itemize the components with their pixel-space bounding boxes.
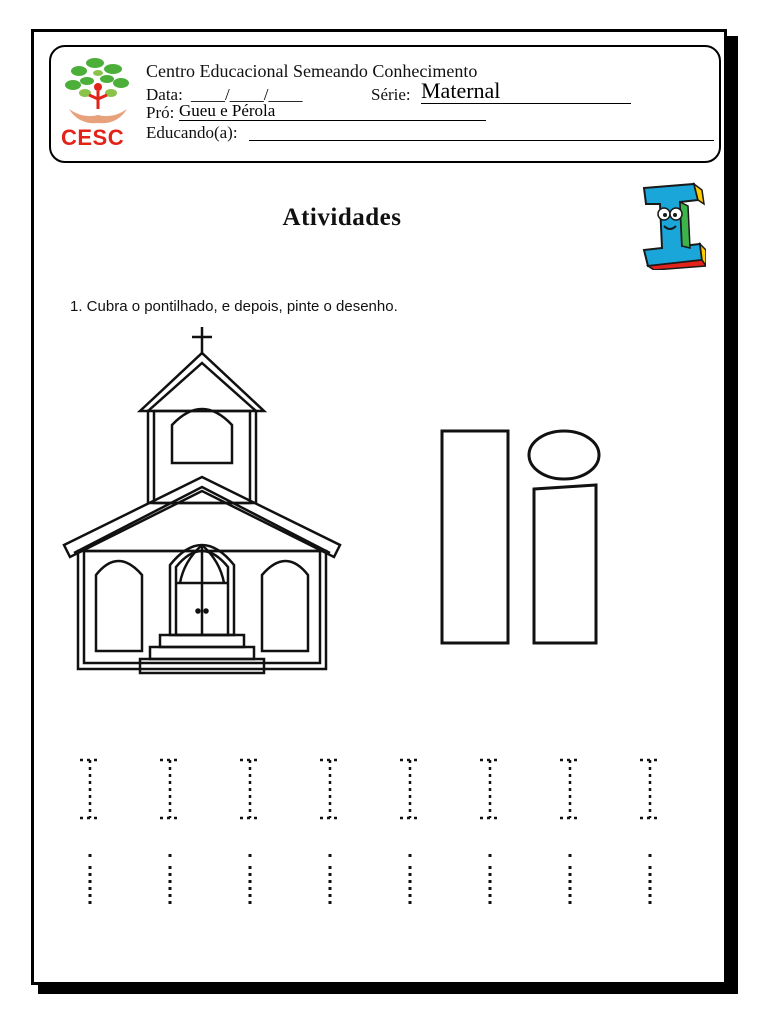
teacher-label: Pró: [146, 103, 175, 122]
dotted-uppercase-i[interactable] [80, 760, 100, 818]
logo-text: CESC [61, 125, 125, 150]
worksheet-page [31, 29, 727, 985]
date-blanks[interactable]: ____/____/____ [191, 85, 303, 104]
letters-ii-outline[interactable] [434, 427, 609, 647]
dotted-uppercase-i[interactable] [640, 760, 660, 818]
instruction-text: 1. Cubra o pontilhado, e depois, pinte o desenho. [70, 298, 398, 315]
dotted-uppercase-i[interactable] [240, 760, 260, 818]
date-label: Data: [146, 85, 183, 104]
student-label: Educando(a): [146, 123, 238, 142]
dotted-uppercase-i[interactable] [160, 760, 180, 818]
page-title: Atividades [282, 204, 402, 231]
student-name-line[interactable] [249, 140, 714, 141]
tracing-row-uppercase-i[interactable] [60, 752, 700, 822]
dotted-uppercase-i[interactable] [560, 760, 580, 818]
tracing-row-lowercase-i[interactable] [60, 852, 700, 912]
grade-value[interactable]: Maternal [421, 79, 631, 104]
header-box [49, 45, 721, 163]
dotted-uppercase-i[interactable] [400, 760, 420, 818]
school-name: Centro Educacional Semeando Conhecimento [146, 61, 478, 81]
grade-label: Série: [371, 85, 411, 104]
church-icon[interactable] [52, 325, 352, 677]
letter-i-mascot-icon [634, 180, 706, 270]
dotted-uppercase-i[interactable] [480, 760, 500, 818]
teacher-value[interactable]: Gueu e Pérola [179, 102, 486, 121]
dotted-uppercase-i[interactable] [320, 760, 340, 818]
